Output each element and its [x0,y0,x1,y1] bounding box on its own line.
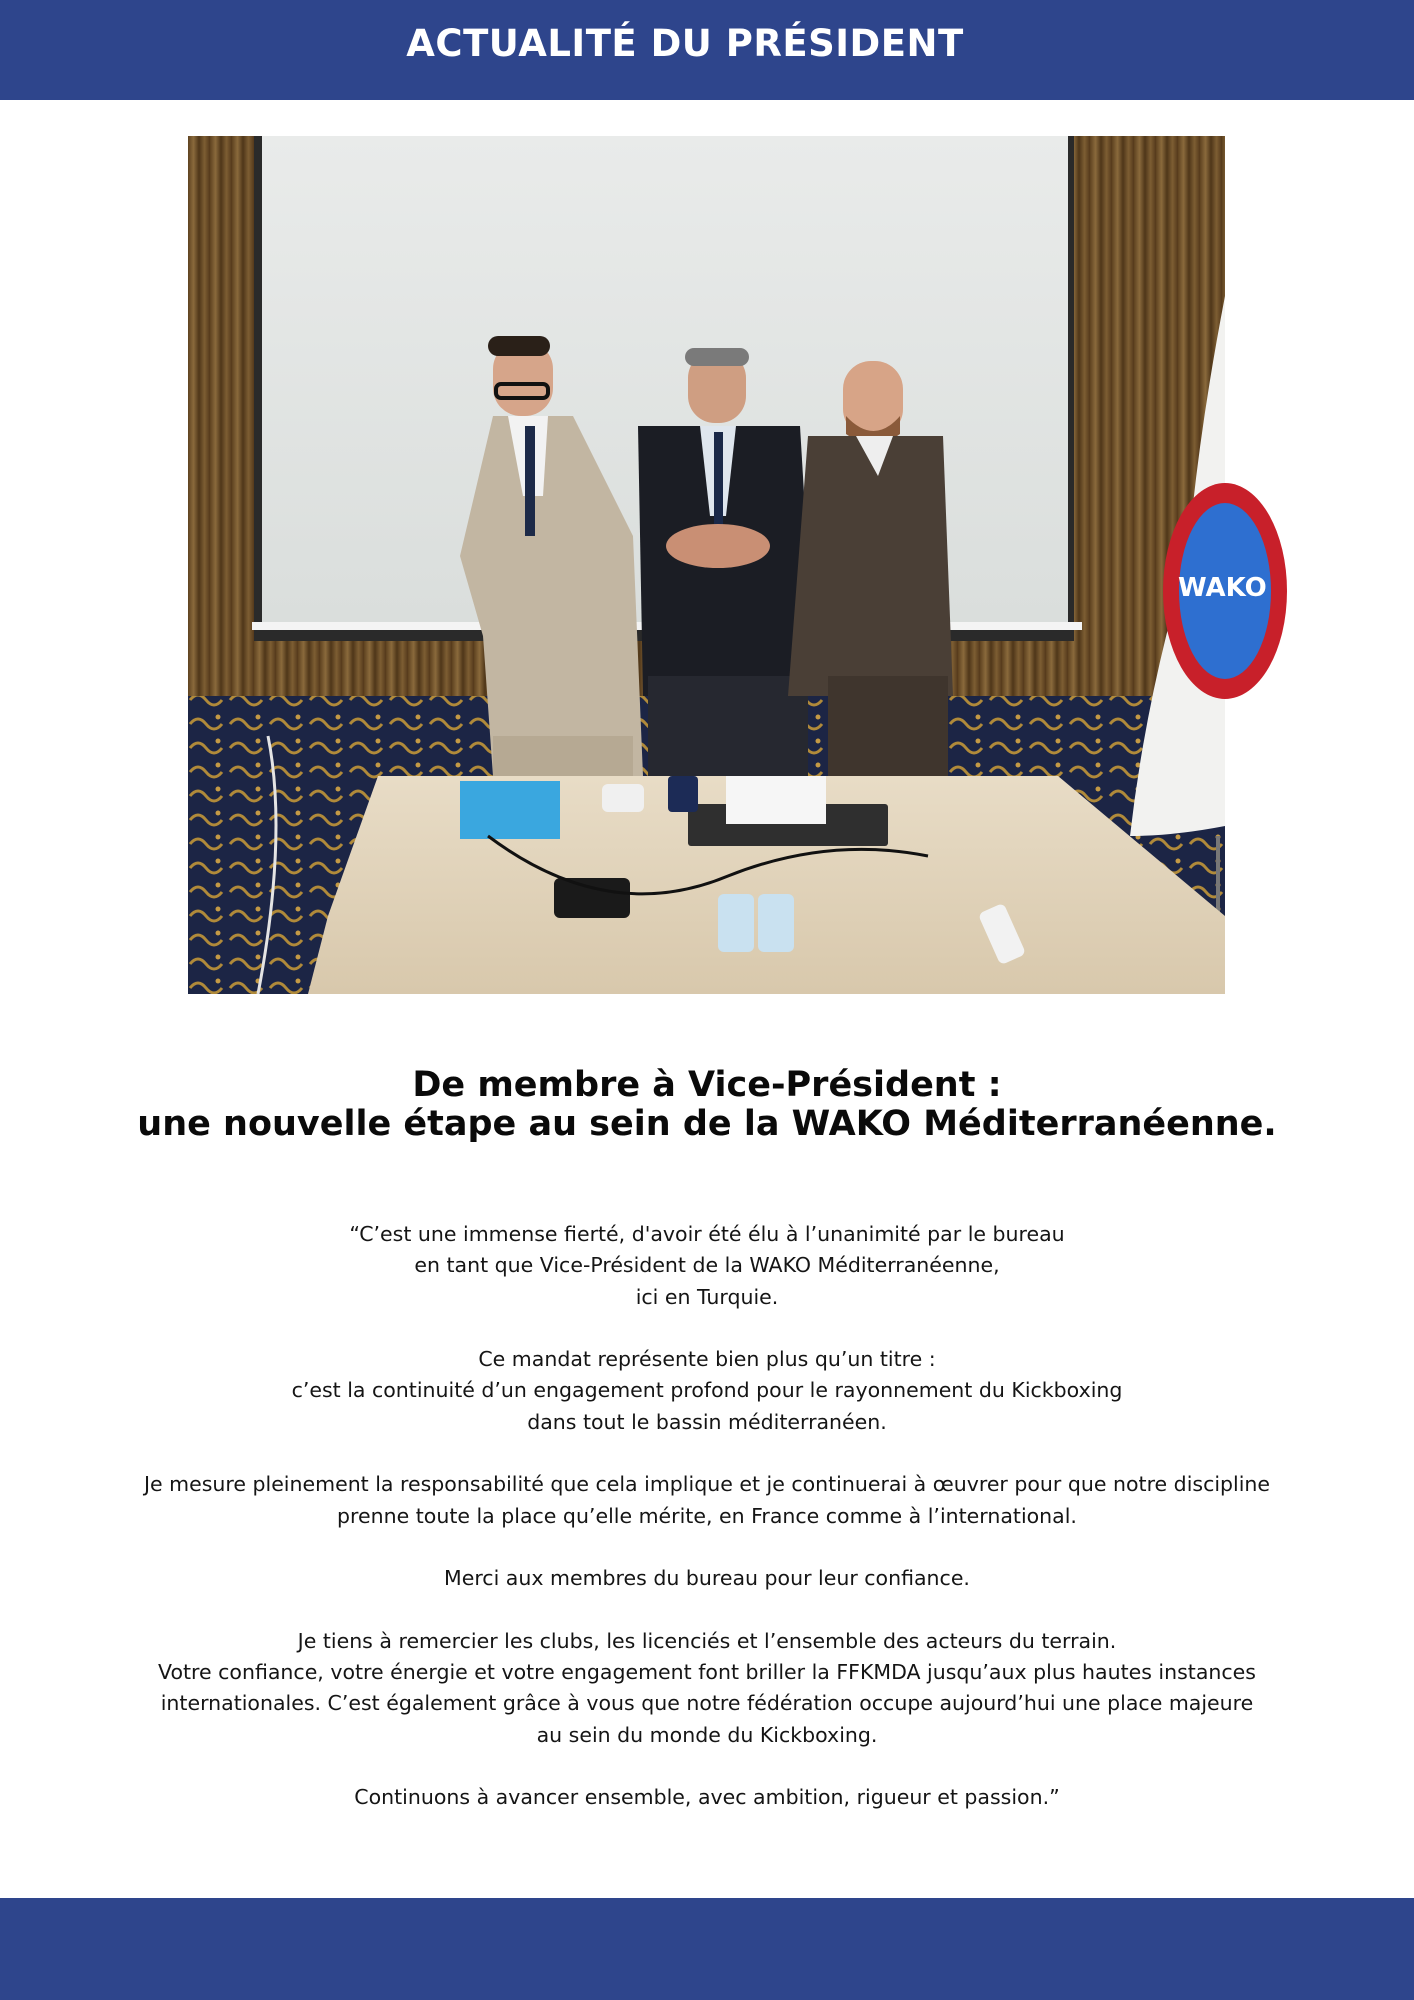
paragraph [60,1563,1354,1594]
text-line: au sein du monde du Kickboxing. [536,1722,878,1747]
headline-line-2: une nouvelle étape au sein de la WAKO Méditerranéenne. [137,1104,1277,1144]
text-line: Votre confiance, votre énergie et votre engagement font briller la FFKMDA jusqu’aux plus hautes instances [158,1660,1256,1685]
statement-text [60,1219,1354,1845]
paragraph [60,1344,1354,1438]
text-line: Je tiens à remercier les clubs, les licenciés et l’ensemble des acteurs du terrain. [297,1628,1117,1653]
text-line: Merci aux membres du bureau pour leur confiance. [444,1566,970,1591]
event-photo-illustration [188,136,1267,994]
event-photo [188,136,1267,994]
paragraph [60,1219,1354,1313]
text-line: dans tout le bassin méditerranéen. [527,1409,887,1434]
flag-logo-text: WAKO [1178,573,1267,603]
text-line: Continuons à avancer ensemble, avec ambition, rigueur et passion.” [354,1785,1060,1810]
text-line: ici en Turquie. [635,1284,779,1309]
text-line: Je mesure pleinement la responsabilité que cela implique et je continuerai à œuvrer pour que notre discipline [143,1472,1271,1497]
paragraph [60,1626,1354,1751]
text-line: en tant que Vice-Président de la WAKO Méditerranéenne, [414,1253,1000,1278]
text-line: c’est la continuité d’un engagement profond pour le rayonnement du Kickboxing [291,1378,1123,1403]
text-line: “C’est une immense fierté, d'avoir été élu à l’unanimité par le bureau [349,1222,1065,1246]
text-line: Ce mandat représente bien plus qu’un titre : [478,1347,936,1372]
headline-line-1: De membre à Vice-Président : [412,1065,1002,1105]
paragraph [60,1782,1354,1813]
text-line: prenne toute la place qu’elle mérite, en France comme à l’international. [337,1503,1077,1528]
paragraph [60,1469,1354,1532]
page-title: ACTUALITÉ DU PRÉSIDENT [406,22,964,65]
header-band [0,0,1414,100]
text-line: internationales. C’est également grâce à vous que notre fédération occupe aujourd’hui une place majeure [160,1691,1254,1716]
headline [0,1066,1414,1144]
footer-band [0,1898,1414,2000]
